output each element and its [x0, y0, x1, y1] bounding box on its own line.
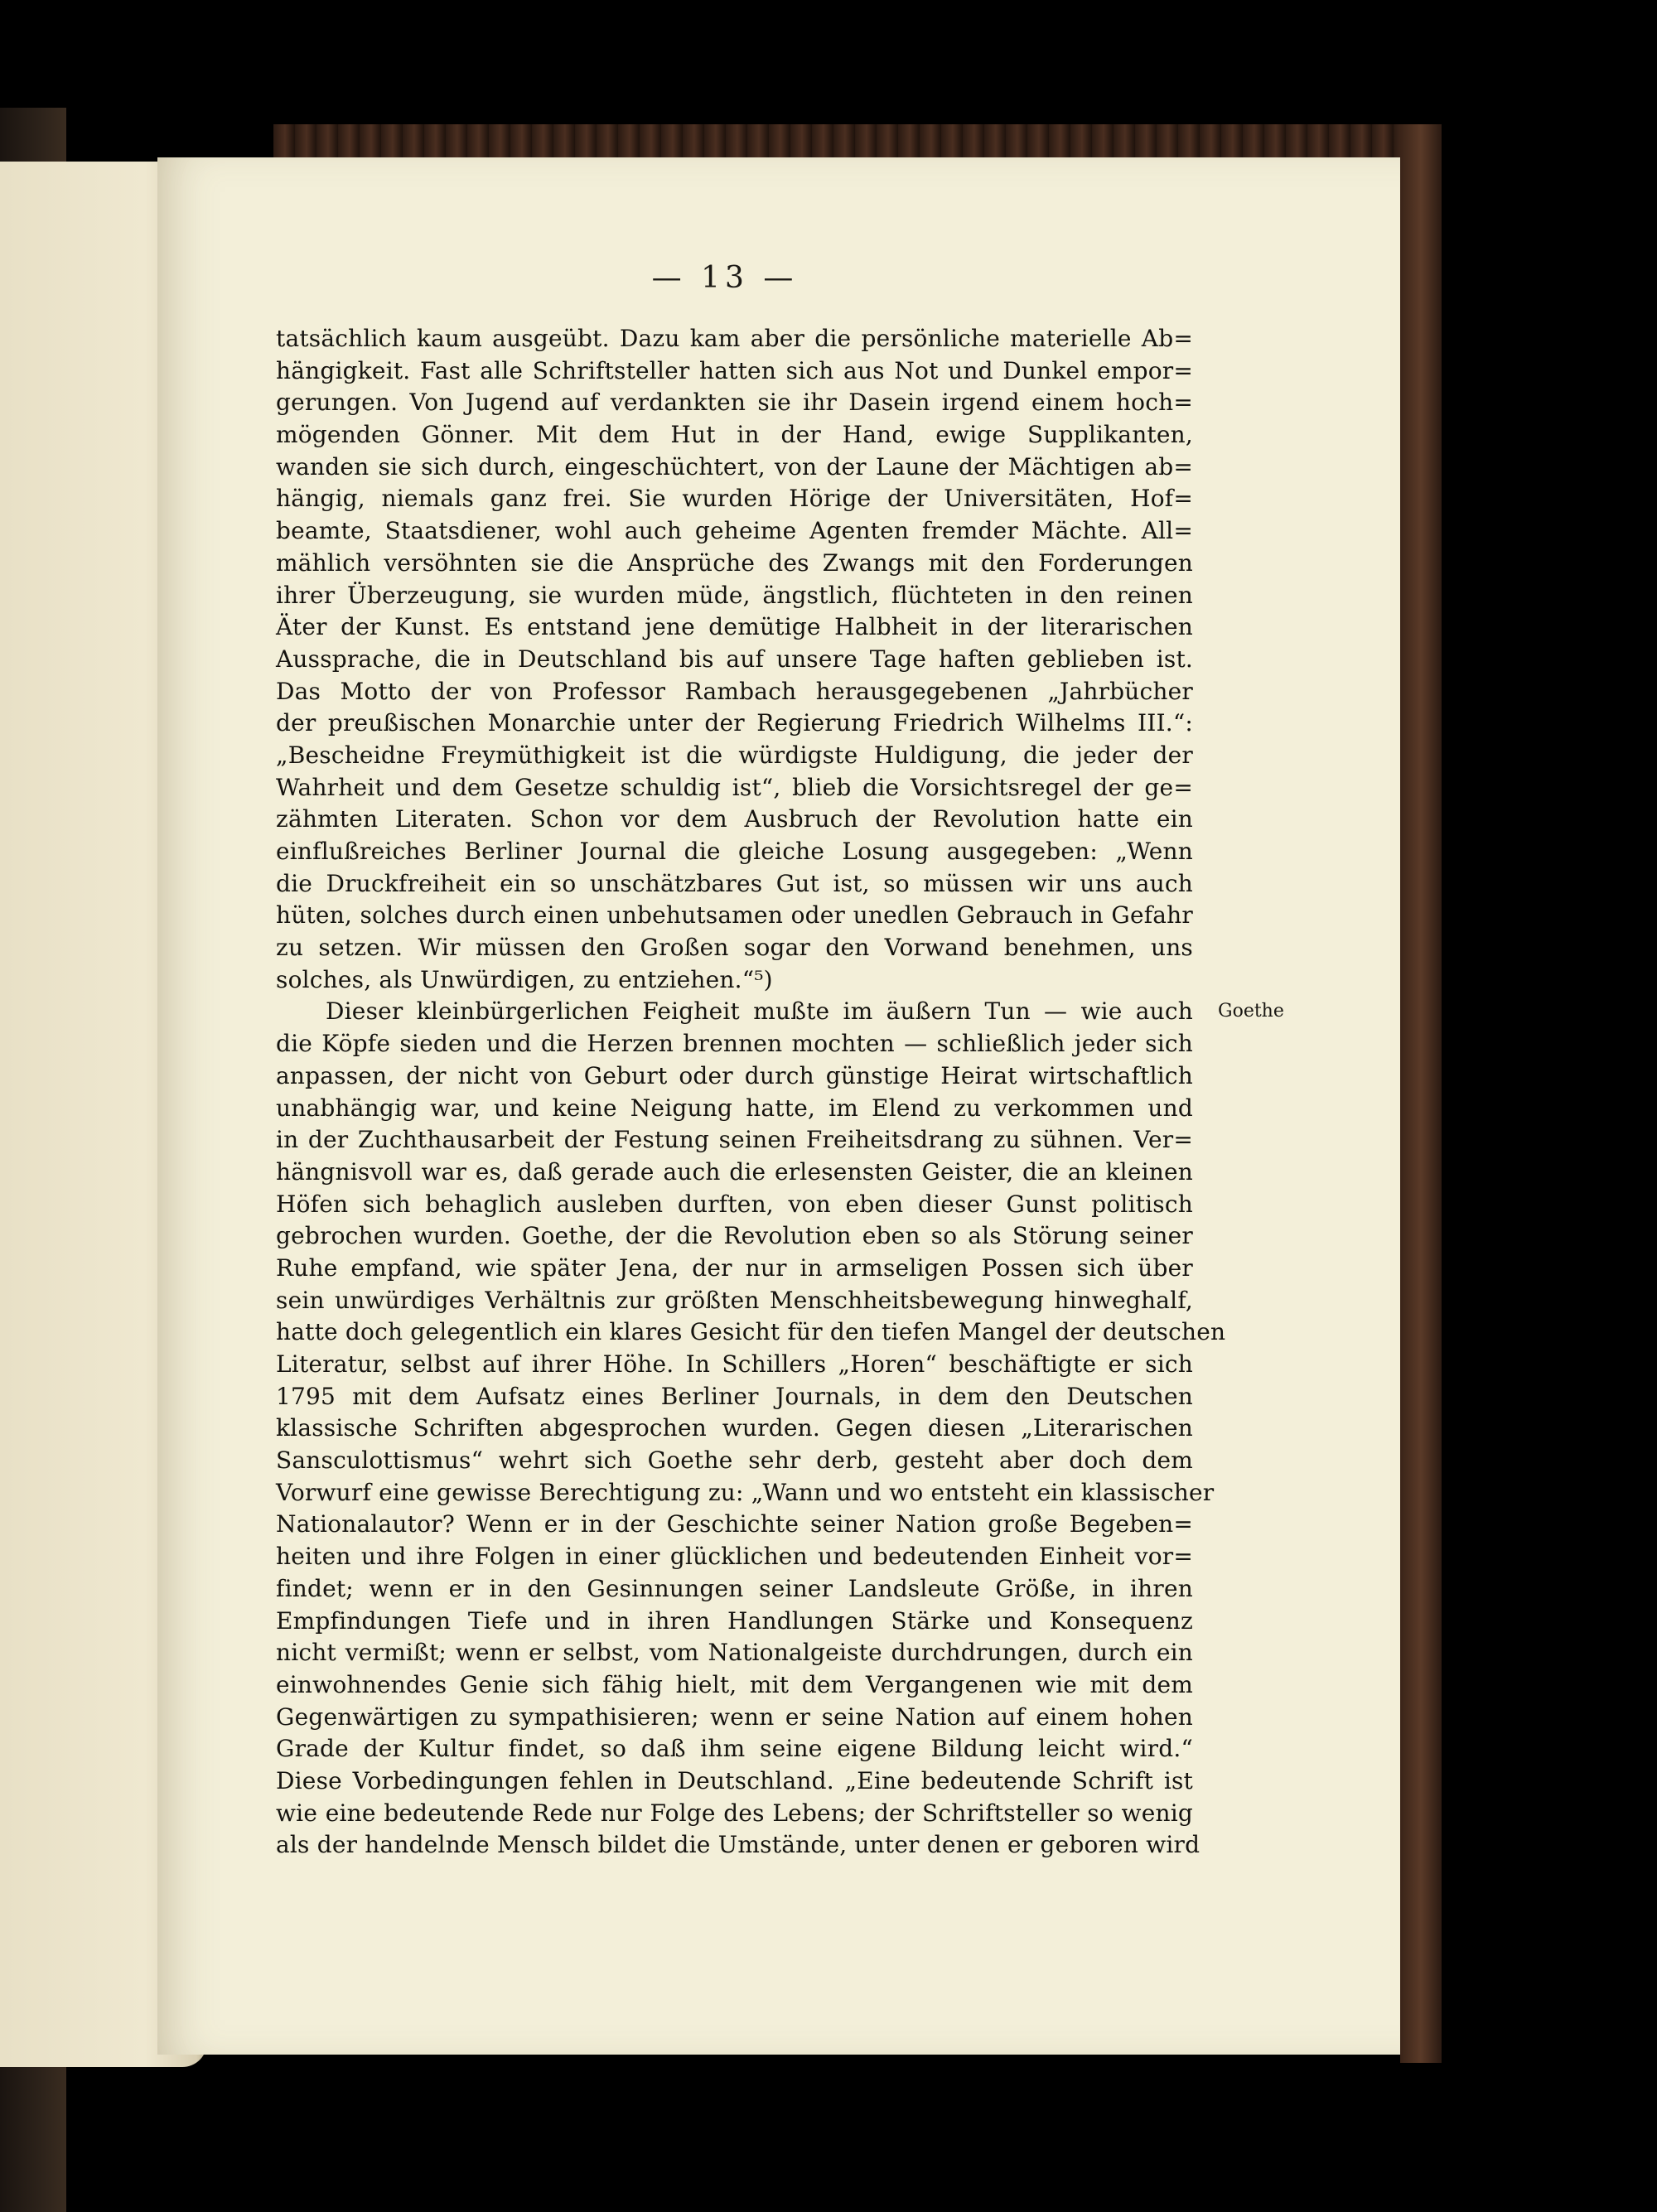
text-line: ihrer Überzeugung, sie wurden müde, ängstlich, flüchteten in den reinen [276, 581, 1193, 609]
text-line: Nationalautor? Wenn er in der Geschichte seiner Nation große Begeben= [276, 1510, 1193, 1538]
text-line: hängig, niemals ganz frei. Sie wurden Hörige der Universitäten, Hof= [276, 485, 1193, 513]
text-line: Höfen sich behaglich ausleben durften, von eben dieser Gunst politisch [276, 1190, 1193, 1218]
page-number: — 13 — [651, 261, 799, 295]
text-line: Ruhe empfand, wie später Jena, der nur in armseligen Possen sich über [276, 1253, 1193, 1282]
text-line: Äter der Kunst. Es entstand jene demütige Halbheit in der literarischen [276, 613, 1193, 641]
text-line: Vorwurf eine gewisse Berechtigung zu: „Wann und wo entsteht ein klassischer [276, 1478, 1215, 1506]
text-line: hängigkeit. Fast alle Schriftsteller hatten sich aus Not und Dunkel empor= [276, 356, 1193, 384]
text-line: Aussprache, die in Deutschland bis auf unsere Tage haften geblieben ist. [276, 645, 1193, 673]
margin-note: Goethe [1218, 1001, 1284, 1021]
text-line: Das Motto der von Professor Rambach herausgegebenen „Jahrbücher [276, 677, 1193, 705]
text-line: Dieser kleinbürgerlichen Feigheit mußte im äußern Tun — wie auch [326, 997, 1193, 1026]
text-line: Wahrheit und dem Gesetze schuldig ist“, blieb die Vorsichtsregel der ge= [276, 773, 1193, 801]
text-line: 1795 mit dem Aufsatz eines Berliner Journals, in dem den Deutschen [276, 1382, 1193, 1410]
text-line: der preußischen Monarchie unter der Regierung Friedrich Wilhelms III.“: [276, 709, 1193, 737]
text-line: beamte, Staatsdiener, wohl auch geheime Agenten fremder Mächte. All= [276, 517, 1193, 545]
text-line: Empfindungen Tiefe und in ihren Handlungen Stärke und Konsequenz [276, 1606, 1193, 1635]
text-line: tatsächlich kaum ausgeübt. Dazu kam aber die persönliche materielle Ab= [276, 325, 1193, 352]
text-line: zähmten Literaten. Schon vor dem Ausbruch der Revolution hatte ein [276, 805, 1193, 833]
text-line: anpassen, der nicht von Geburt oder durch günstige Heirat wirtschaftlich [276, 1061, 1193, 1089]
text-line: findet; wenn er in den Gesinnungen seiner Landsleute Größe, in ihren [276, 1574, 1193, 1602]
text-line: klassische Schriften abgesprochen wurden. Gegen diesen „Literarischen [276, 1414, 1193, 1442]
body-text [276, 323, 1226, 1862]
book-spine-top [273, 124, 1417, 157]
text-line: mählich versöhnten sie die Ansprüche des Zwangs mit den Forderungen [276, 548, 1193, 577]
text-line: Literatur, selbst auf ihrer Höhe. In Schillers „Horen“ beschäftigte er sich [276, 1350, 1193, 1378]
text-line: solches, als Unwürdigen, zu entziehen.“⁵) [276, 965, 773, 993]
text-line: sein unwürdiges Verhältnis zur größten Menschheitsbewegung hinweghalf, [276, 1286, 1193, 1314]
text-line: Diese Vorbedingungen fehlen in Deutschland. „Eine bedeutende Schrift ist [276, 1766, 1193, 1794]
text-line: als der handelnde Mensch bildet die Umstände, unter denen er geboren wird [276, 1831, 1200, 1859]
text-line: gebrochen wurden. Goethe, der die Revolution eben so als Störung seiner [276, 1222, 1193, 1250]
text-line: einwohnendes Genie sich fähig hielt, mit dem Vergangenen wie mit dem [276, 1670, 1193, 1698]
text-line: zu setzen. Wir müssen den Großen sogar den Vorwand benehmen, uns [276, 934, 1193, 962]
text-line: unabhängig war, und keine Neigung hatte, im Elend zu verkommen und [276, 1094, 1193, 1122]
book-cover-right [1400, 124, 1442, 2063]
text-line: Sansculottismus“ wehrt sich Goethe sehr derb, gesteht aber doch dem [276, 1446, 1193, 1475]
text-line: in der Zuchthausarbeit der Festung seinen Freiheitsdrang zu sühnen. Ver= [276, 1126, 1193, 1154]
text-line: die Köpfe sieden und die Herzen brennen mochten — schließlich jeder sich [276, 1030, 1193, 1058]
text-line: einflußreiches Berliner Journal die gleiche Losung ausgegeben: „Wenn [276, 838, 1193, 865]
text-line: Grade der Kultur findet, so daß ihm seine eigene Bildung leicht wird.“ [276, 1735, 1193, 1763]
text-line: mögenden Gönner. Mit dem Hut in der Hand, ewige Supplikanten, [276, 421, 1193, 449]
text-line: Gegenwärtigen zu sympathisieren; wenn er seine Nation auf einem hohen [276, 1702, 1193, 1731]
text-line: nicht vermißt; wenn er selbst, vom Nationalgeiste durchdrungen, durch ein [276, 1639, 1193, 1667]
text-line: die Druckfreiheit ein so unschätzbares Gut ist, so müssen wir uns auch [276, 869, 1193, 897]
book-page [157, 157, 1400, 2055]
text-line: hängnisvoll war es, daß gerade auch die erlesensten Geister, die an kleinen [276, 1157, 1193, 1186]
text-line: wie eine bedeutende Rede nur Folge des Lebens; der Schriftsteller so wenig [276, 1799, 1193, 1827]
text-line: hatte doch gelegentlich ein klares Gesicht für den tiefen Mangel der deutschen [276, 1318, 1226, 1346]
text-line: heiten und ihre Folgen in einer glücklichen und bedeutenden Einheit vor= [276, 1543, 1193, 1571]
text-line: hüten, solches durch einen unbehutsamen oder unedlen Gebrauch in Gefahr [276, 901, 1193, 930]
text-line: gerungen. Von Jugend auf verdankten sie ihr Dasein irgend einem hoch= [276, 389, 1193, 417]
text-line: wanden sie sich durch, eingeschüchtert, von der Laune der Mächtigen ab= [276, 452, 1193, 481]
text-line: „Bescheidne Freymüthigkeit ist die würdigste Huldigung, die jeder der [276, 741, 1193, 769]
